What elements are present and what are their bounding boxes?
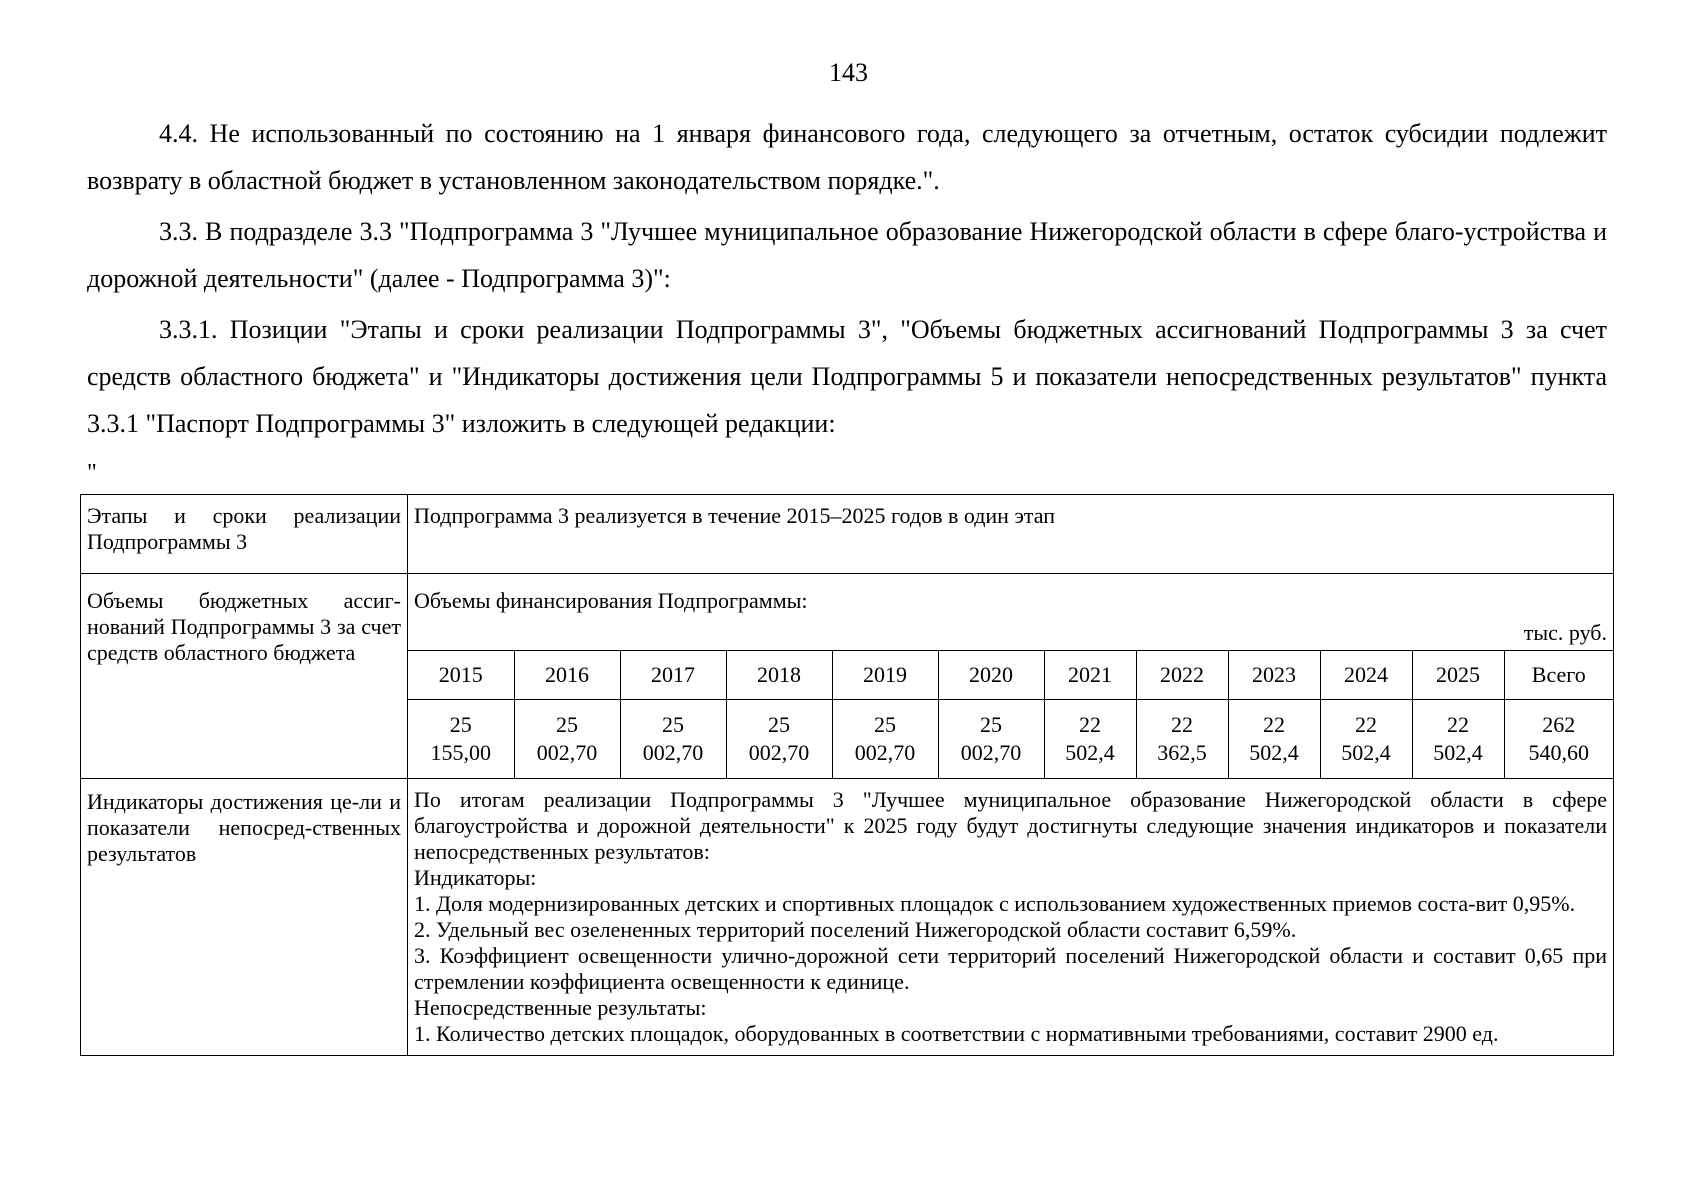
passport-table <box>80 494 1614 1056</box>
financing-value-line1: 262 <box>1542 712 1576 737</box>
financing-value-line1: 22 <box>1263 712 1285 737</box>
passport-row-indicators <box>81 779 1614 1056</box>
paragraph-3-3-1-text: 3.3.1. Позиции "Этапы и сроки реализации Подпрограммы 3", "Объемы бюджетных ассигнований Подпрограммы 3 за счет средств областного бюджета" и "Индикаторы достижения цели Подпрограммы 5 и показатели непосредственных результатов" пункта 3.3.1 "Паспорт Подпрограммы 3" изложить в следующей редакции: <box>87 315 1607 438</box>
budget-label: Объемы бюджетных ассиг-нований Подпрограммы 3 за счет средств областного бюджета <box>81 574 408 779</box>
indicators-label: Индикаторы достижения це-ли и показатели непосред-ственных результатов <box>81 779 408 1056</box>
financing-value-line1: 22 <box>1171 712 1193 737</box>
financing-years-row <box>408 651 1613 700</box>
financing-value-cell <box>1044 700 1136 779</box>
financing-year-cell: 2016 <box>514 651 620 700</box>
paragraph-3-3-1 <box>87 306 1607 447</box>
financing-value-cell <box>832 700 938 779</box>
financing-value-cell <box>620 700 726 779</box>
financing-year-cell: 2017 <box>620 651 726 700</box>
indicators-line: 1. Доля модернизированных детских и спортивных площадок с использованием художественных приемов соста-вит 0,95%. <box>414 891 1576 916</box>
paragraph-4-4-text: 4.4. Не использованный по состоянию на 1 января финансового года, следующего за отчетным, остаток субсидии подлежит возврату в областной бюджет в установленном законодательством порядке.". <box>87 119 1607 195</box>
financing-value-line1: 22 <box>1079 712 1101 737</box>
financing-value-line2: 540,60 <box>1528 740 1589 765</box>
financing-value-line2: 002,70 <box>854 740 916 765</box>
financing-value-line1: 22 <box>1447 712 1469 737</box>
financing-table <box>408 650 1613 778</box>
financing-value-line2: 502,4 <box>1249 740 1299 765</box>
financing-value-cell <box>514 700 620 779</box>
financing-heading: Объемы финансирования Подпрограммы: <box>414 588 808 613</box>
financing-value-cell <box>726 700 832 779</box>
financing-unit: тыс. руб. <box>1523 620 1607 645</box>
stages-value: Подпрограмма 3 реализуется в течение 2015–2025 годов в один этап <box>408 495 1614 574</box>
passport-row-budget <box>81 574 1614 779</box>
financing-year-cell: 2024 <box>1320 651 1412 700</box>
budget-cell <box>408 574 1614 779</box>
financing-value-line2: 502,4 <box>1065 740 1115 765</box>
indicators-line: Индикаторы: <box>414 865 537 890</box>
stages-label: Этапы и сроки реализации Подпрограммы 3 <box>81 495 408 574</box>
indicators-line: 3. Коэффициент освещенности улично-дорожной сети территорий поселений Нижегородской области и составит 0,65 при стремлении коэффициента освещенности к единице. <box>414 943 1607 994</box>
passport-row-stages <box>81 495 1614 574</box>
financing-year-cell: 2022 <box>1136 651 1228 700</box>
financing-value-line1: 25 <box>980 712 1002 737</box>
financing-value-line2: 502,4 <box>1341 740 1391 765</box>
paragraph-3-3-text: 3.3. В подразделе 3.3 "Подпрограмма 3 "Лучшее муниципальное образование Нижегородской области в сфере благо-устройства и дорожной деятельности" (далее - Подпрограмма 3)": <box>87 217 1607 293</box>
indicators-line: По итогам реализации Подпрограммы 3 "Лучшее муниципальное образование Нижегородской области в сфере благоустройства и дорожной деятельности" к 2025 году будут достигнуты следующие значения индикаторов и показатели непосредственных результатов: <box>414 787 1607 864</box>
financing-year-cell: 2021 <box>1044 651 1136 700</box>
opening-quote-mark: " <box>87 460 97 486</box>
financing-value-cell <box>1136 700 1228 779</box>
indicators-text <box>408 779 1614 1056</box>
financing-value-cell <box>1504 700 1613 779</box>
financing-value-line1: 25 <box>662 712 684 737</box>
indicators-line: 1. Количество детских площадок, оборудованных в соответствии с нормативными требованиями, составит 2900 ед. <box>414 1021 1499 1046</box>
financing-value-cell <box>1412 700 1504 779</box>
financing-value-cell <box>408 700 514 779</box>
financing-value-line2: 502,4 <box>1433 740 1483 765</box>
financing-value-line2: 002,70 <box>960 740 1022 765</box>
financing-value-line1: 25 <box>768 712 790 737</box>
financing-value-cell <box>938 700 1044 779</box>
financing-value-cell <box>1228 700 1320 779</box>
indicators-line: 2. Удельный вес озелененных территорий поселений Нижегородской области составит 6,59%. <box>414 917 1297 942</box>
indicators-line: Непосредственные результаты: <box>414 995 707 1020</box>
financing-year-cell: 2015 <box>408 651 514 700</box>
financing-value-line2: 362,5 <box>1157 740 1207 765</box>
paragraph-3-3 <box>87 208 1607 302</box>
financing-values-row <box>408 700 1613 779</box>
financing-value-line2: 155,00 <box>430 740 491 765</box>
financing-value-line2: 002,70 <box>748 740 810 765</box>
financing-value-line1: 25 <box>556 712 578 737</box>
financing-year-cell: Всего <box>1504 651 1613 700</box>
page-number: 143 <box>829 58 868 87</box>
financing-value-line2: 002,70 <box>536 740 598 765</box>
financing-value-line1: 25 <box>874 712 896 737</box>
financing-year-cell: 2025 <box>1412 651 1504 700</box>
financing-value-line1: 25 <box>449 712 472 737</box>
financing-year-cell: 2020 <box>938 651 1044 700</box>
financing-value-cell <box>1320 700 1412 779</box>
financing-value-line2: 002,70 <box>642 740 704 765</box>
financing-year-cell: 2018 <box>726 651 832 700</box>
financing-year-cell: 2023 <box>1228 651 1320 700</box>
paragraph-4-4 <box>87 110 1607 204</box>
financing-year-cell: 2019 <box>832 651 938 700</box>
financing-value-line1: 22 <box>1355 712 1377 737</box>
